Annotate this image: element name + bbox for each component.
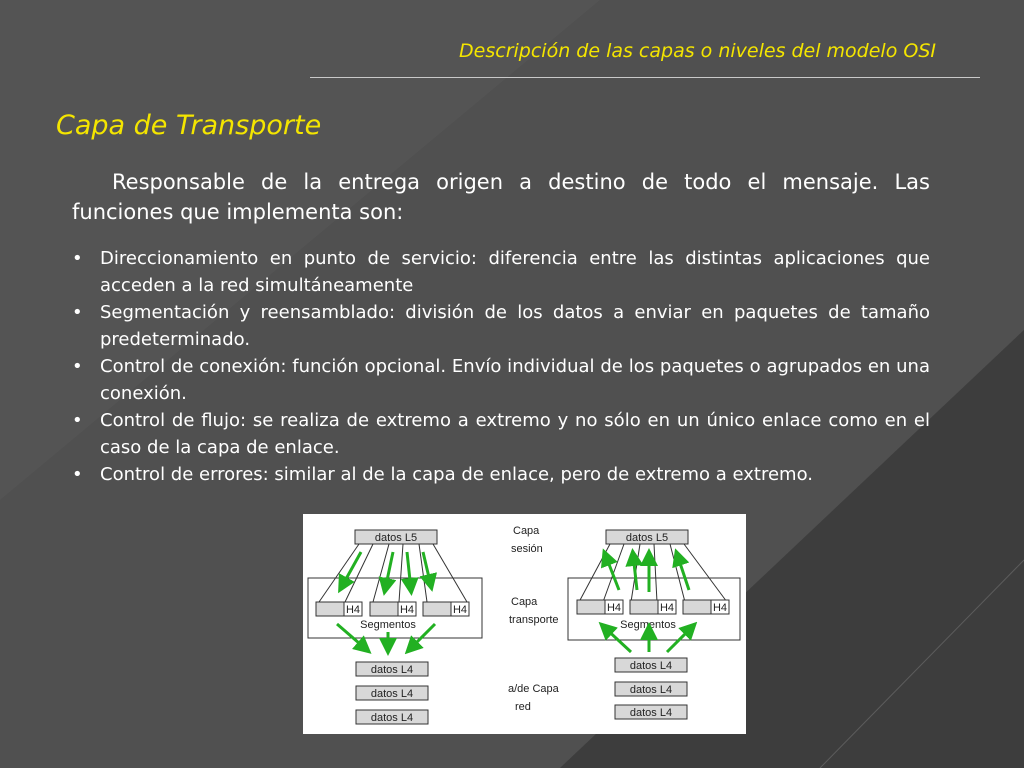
- intro-text: Responsable de la entrega origen a destino de todo el mensaje. Las funciones que implementa son:: [72, 170, 930, 224]
- h4-label: H4: [606, 602, 622, 614]
- h4-label: H4: [399, 604, 415, 616]
- datos-l4-label: datos L4: [629, 660, 673, 672]
- bullet-icon: •: [72, 464, 83, 485]
- header-title: Descripción de las capas o niveles del modelo OSI: [459, 40, 936, 62]
- list-item: • Segmentación y reensamblado: división de los datos a enviar en paquetes de tamaño predeterminado.: [72, 299, 930, 353]
- datos-l4-label: datos L4: [370, 712, 414, 724]
- bullet-icon: •: [72, 302, 83, 323]
- section-title: Capa de Transporte: [56, 110, 322, 141]
- right-l5-label: datos L5: [625, 532, 669, 544]
- h4-label: H4: [712, 602, 728, 614]
- label-capa: Capa: [513, 525, 540, 537]
- h4-label: H4: [452, 604, 468, 616]
- diagram-svg: [303, 514, 746, 734]
- datos-l4-label: datos L4: [629, 707, 673, 719]
- left-l5-label: datos L5: [374, 532, 418, 544]
- list-item: • Control de errores: similar al de la capa de enlace, pero de extremo a extremo.: [72, 461, 930, 488]
- list-item: • Control de conexión: función opcional. Envío individual de los paquetes o agrupados en una conexión.: [72, 353, 930, 407]
- right-segmentos-label: Segmentos: [620, 619, 676, 631]
- label-ade-capa: a/de Capa: [508, 683, 559, 695]
- list-item: • Direccionamiento en punto de servicio: diferencia entre las distintas aplicaciones que acceden a la red simultáneamente: [72, 245, 930, 299]
- transport-diagram: [303, 514, 746, 734]
- label-sesion: sesión: [511, 543, 543, 555]
- intro-paragraph: [72, 167, 930, 227]
- label-red: red: [515, 701, 531, 713]
- datos-l4-label: datos L4: [629, 684, 673, 696]
- datos-l4-label: datos L4: [370, 688, 414, 700]
- left-green-arrows: [337, 552, 435, 650]
- label-capa: Capa: [511, 596, 538, 608]
- list-item: • Control de flujo: se realiza de extremo a extremo y no sólo en un único enlace como en el caso de la capa de enlace.: [72, 407, 930, 461]
- right-fan-lines: [579, 544, 727, 602]
- label-transporte: transporte: [509, 614, 559, 626]
- h4-label: H4: [345, 604, 361, 616]
- bullet-icon: •: [72, 248, 83, 269]
- bullet-icon: •: [72, 410, 83, 431]
- header-divider: [310, 77, 980, 78]
- bullet-icon: •: [72, 356, 83, 377]
- h4-label: H4: [659, 602, 675, 614]
- datos-l4-label: datos L4: [370, 664, 414, 676]
- function-list: [72, 245, 930, 488]
- left-segmentos-label: Segmentos: [360, 619, 416, 631]
